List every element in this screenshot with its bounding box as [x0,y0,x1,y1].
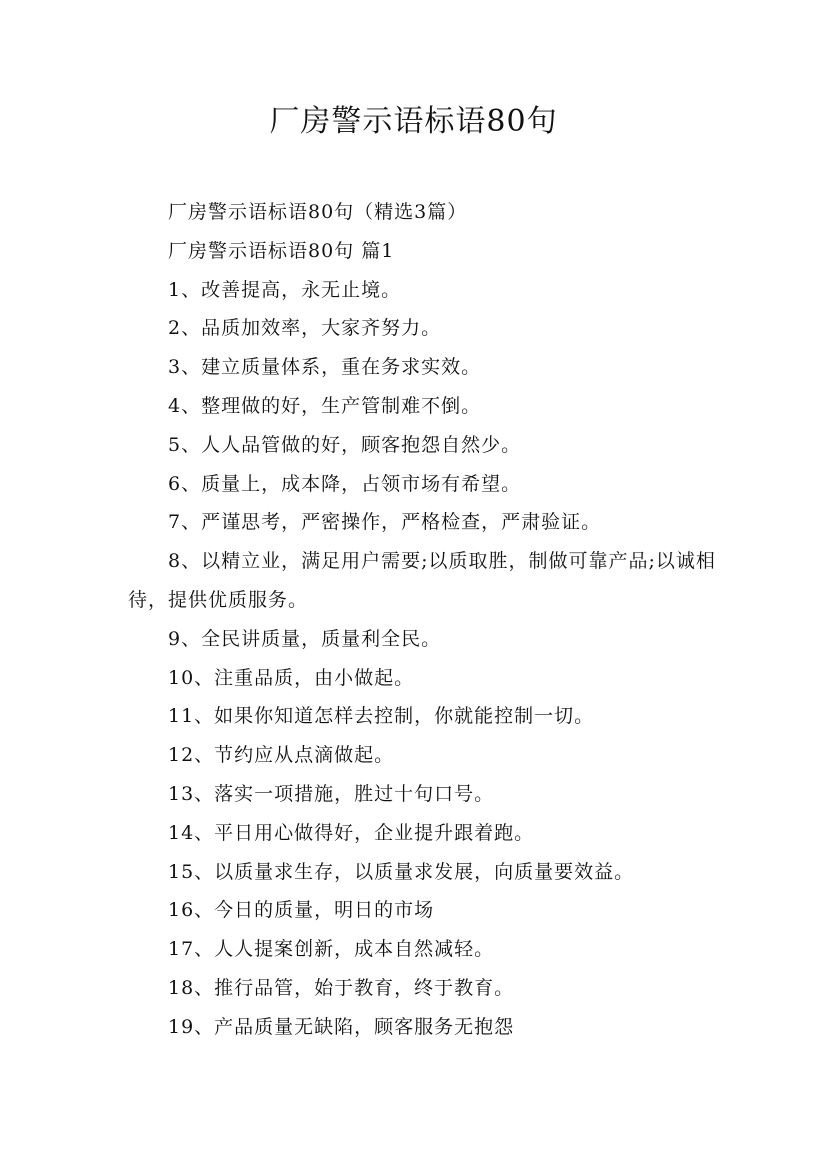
section-heading: 厂房警示语标语80句 篇1 [168,239,395,262]
list-item: 9、全民讲质量，质量利全民。 [168,627,442,650]
list-item: 1、改善提高，永无止境。 [168,278,402,301]
list-item: 16、今日的质量，明日的市场 [168,899,435,922]
list-item: 13、落实一项措施，胜过十句口号。 [168,782,495,805]
list-item: 11、如果你知道怎样去控制，你就能控制一切。 [168,705,595,728]
list-item: 15、以质量求生存，以质量求发展，向质量要效益。 [168,860,635,883]
list-item: 3、建立质量体系，重在务求实效。 [168,356,482,379]
list-item: 17、人人提案创新，成本自然减轻。 [168,938,495,961]
list-item: 19、产品质量无缺陷，顾客服务无抱怨 [168,1015,515,1038]
list-item: 18、推行品管，始于教育，终于教育。 [168,976,515,999]
list-item: 14、平日用心做得好，企业提升跟着跑。 [168,821,535,844]
document-body [128,193,718,1047]
list-item: 4、整理做的好，生产管制难不倒。 [168,394,482,417]
list-item: 12、节约应从点滴做起。 [168,744,395,767]
document-title: 厂房警示语标语80句 [269,104,558,139]
list-item: 6、质量上，成本降，占领市场有希望。 [168,472,522,495]
list-item: 2、品质加效率，大家齐努力。 [168,317,442,340]
list-item: 7、严谨思考，严密操作，严格检查，严肃验证。 [168,511,602,534]
list-item: 5、人人品管做的好，顾客抱怨自然少。 [168,433,522,456]
subtitle-line: 厂房警示语标语80句（精选3篇） [168,201,468,223]
list-item: 10、注重品质，由小做起。 [168,666,415,689]
list-item: 8、以精立业，满足用户需要;以质取胜，制做可靠产品;以诚相待，提供优质服务。 [128,550,716,611]
